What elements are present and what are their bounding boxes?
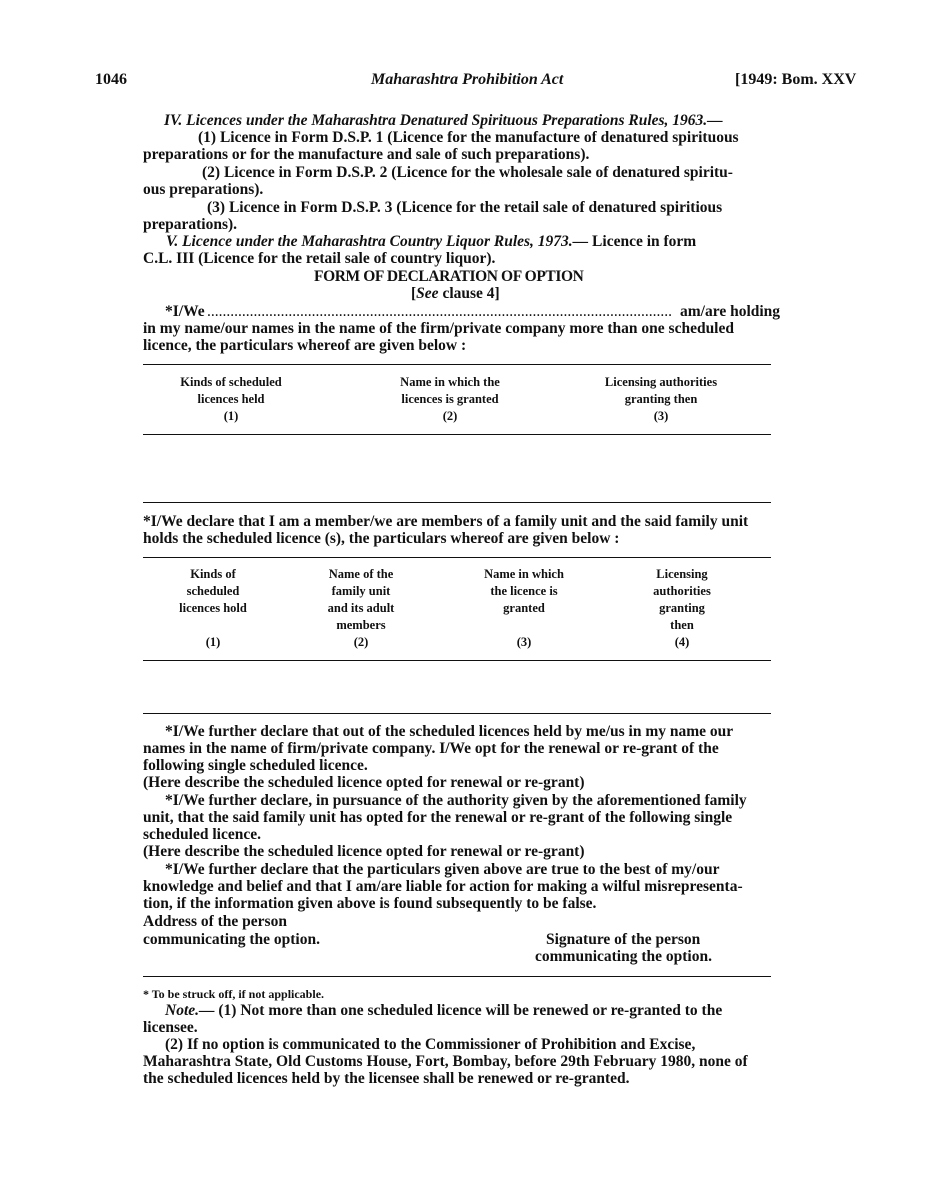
further-p3-line3: tion, if the information given above is found subsequently to be false.	[143, 895, 597, 912]
table2-col4-header	[653, 566, 711, 651]
further-p1-line1: *I/We further declare that out of the scheduled licences held by me/us in my name our	[165, 723, 734, 740]
further-p2-line2: unit, that the said family unit has opted for the renewal or re-grant of the following single	[143, 809, 733, 826]
section-iv-item3-line2: preparations).	[143, 216, 238, 233]
table2-col2-line3: and its adult	[327, 601, 395, 615]
section-v-heading-rest: Licence in form	[588, 233, 697, 250]
table2-col3-line2: the licence is	[490, 584, 558, 598]
table2-col3-line3: granted	[503, 601, 545, 615]
note1-line2: licensee.	[143, 1019, 198, 1036]
further-p1-line3: following single scheduled licence.	[143, 757, 368, 774]
section-v-heading: V. Licence under the Maharashtra Country Liquor Rules, 1973.—	[166, 233, 589, 250]
table1-col2-number: (2)	[442, 409, 458, 423]
table2-col4-number: (4)	[674, 635, 690, 649]
table1-col2-header	[400, 374, 500, 425]
family-declaration-line2: holds the scheduled licence (s), the particulars whereof are given below :	[143, 530, 620, 547]
table1-col1-line2: licences held	[197, 392, 265, 406]
table1-col3-line2: granting then	[624, 392, 698, 406]
table2-col2-number: (2)	[353, 635, 369, 649]
table2-col4-line1: Licensing	[656, 567, 708, 581]
form-title: FORM OF DECLARATION OF OPTION	[314, 268, 584, 285]
section-iv-heading: IV. Licences under the Maharashtra Denatured Spirituous Preparations Rules, 1963.—	[164, 112, 723, 129]
signature-line2: communicating the option.	[535, 948, 712, 965]
table2-col3-line1: Name in which	[484, 567, 564, 581]
family-declaration-line1: *I/We declare that I am a member/we are members of a family unit and the said family unit	[143, 513, 749, 530]
note1-line1	[165, 1002, 722, 1019]
section-iv-item1-line2: preparations or for the manufacture and sale of such preparations).	[143, 146, 590, 163]
table2-top-rule	[143, 557, 771, 558]
footnote: * To be struck off, if not applicable.	[143, 987, 325, 1001]
see-open: [	[411, 285, 417, 302]
table1-header-rule	[143, 434, 771, 435]
table1-col1-header	[180, 374, 281, 425]
table1-col3-header	[605, 374, 717, 425]
table1-col3-number: (3)	[653, 409, 669, 423]
further-p2-line1: *I/We further declare, in pursuance of the authority given by the aforementioned family	[165, 792, 747, 809]
table2-col1-line1: Kinds of	[190, 567, 236, 581]
table2-col2-line2: family unit	[331, 584, 391, 598]
table2-col2-line1: Name of the	[328, 567, 394, 581]
table1-col1-number: (1)	[223, 409, 239, 423]
table1-top-rule	[143, 364, 771, 365]
section-v-line2: C.L. III (Licence for the retail sale of country liquor).	[143, 250, 496, 267]
table2-col2-header	[328, 566, 395, 651]
section-v-heading-line	[166, 233, 696, 250]
table2-col4-line3: granting	[659, 601, 705, 615]
note2-line3: the scheduled licences held by the licensee shall be renewed or re-granted.	[143, 1070, 630, 1087]
further-p3-line2: knowledge and belief and that I am/are liable for action for making a wilful misrepresenta-	[143, 878, 743, 895]
section-iv-item3-line1: (3) Licence in Form D.S.P. 3 (Licence for the retail sale of denatured spiritious	[207, 199, 723, 216]
footnote-rule	[143, 976, 771, 977]
table1-bottom-rule	[143, 502, 771, 503]
table2-col1-line3: licences hold	[179, 601, 247, 615]
table2-col3-line4	[484, 617, 564, 634]
note2-line1: (2) If no option is communicated to the Commissioner of Prohibition and Excise,	[165, 1036, 696, 1053]
citation: [1949: Bom. XXV	[735, 71, 857, 88]
table2-col1-header	[179, 566, 247, 651]
table1-col1-line1: Kinds of scheduled	[180, 375, 282, 389]
see-label: See	[416, 285, 439, 302]
note-label: Note.—	[165, 1002, 215, 1019]
table2-bottom-rule	[143, 713, 771, 714]
table2-col3-header	[484, 566, 564, 651]
table2-col4-line4: then	[670, 618, 694, 632]
table2-header-rule	[143, 660, 771, 661]
section-iv-item1-line1: (1) Licence in Form D.S.P. 1 (Licence for the manufacture of denatured spirituous	[198, 129, 739, 146]
address-line2: communicating the option.	[143, 931, 320, 948]
form-para1-line2: licence, the particulars whereof are given below :	[143, 337, 467, 354]
signature-line1: Signature of the person	[546, 931, 701, 948]
further-p1-line2: names in the name of firm/private company. I/We opt for the renewal or re-grant of the	[143, 740, 719, 757]
further-p3-line1: *I/We further declare that the particulars given above are true to the best of my/our	[165, 861, 720, 878]
note1-text: (1) Not more than one scheduled licence will be renewed or re-granted to the	[214, 1002, 723, 1019]
running-title: Maharashtra Prohibition Act	[371, 71, 564, 88]
page-number: 1046	[95, 71, 127, 88]
table2-col1-line4	[179, 617, 247, 634]
section-iv-item2-line1: (2) Licence in Form D.S.P. 2 (Licence for the wholesale sale of denatured spiritu-	[202, 164, 733, 181]
see-rest: clause 4]	[438, 285, 500, 302]
note2-line2: Maharashtra State, Old Customs House, Fort, Bombay, before 29th February 1980, none of	[143, 1053, 748, 1070]
further-p1-note: (Here describe the scheduled licence opted for renewal or re-grant)	[143, 774, 585, 791]
we-label: *I/We	[165, 303, 205, 320]
table2-col1-number: (1)	[205, 635, 221, 649]
see-clause	[411, 285, 500, 302]
form-para1-line1: in my name/our names in the name of the firm/private company more than one scheduled	[143, 320, 734, 337]
table2-col3-number: (3)	[516, 635, 532, 649]
section-iv-item2-line2: ous preparations).	[143, 181, 264, 198]
table2-col2-line4: members	[336, 618, 386, 632]
holding-text: am/are holding	[680, 303, 781, 320]
table1-col3-line1: Licensing authorities	[604, 375, 718, 389]
address-line1: Address of the person	[143, 913, 287, 930]
further-p2-line3: scheduled licence.	[143, 826, 261, 843]
table1-col2-line2: licences is granted	[401, 392, 499, 406]
further-p2-note: (Here describe the scheduled licence opted for renewal or re-grant)	[143, 843, 585, 860]
table2-col1-line2: scheduled	[186, 584, 240, 598]
fill-in-dots: ........................................................................................................................	[207, 303, 672, 320]
table2-col4-line2: authorities	[653, 584, 711, 598]
table1-col2-line1: Name in which the	[400, 375, 500, 389]
